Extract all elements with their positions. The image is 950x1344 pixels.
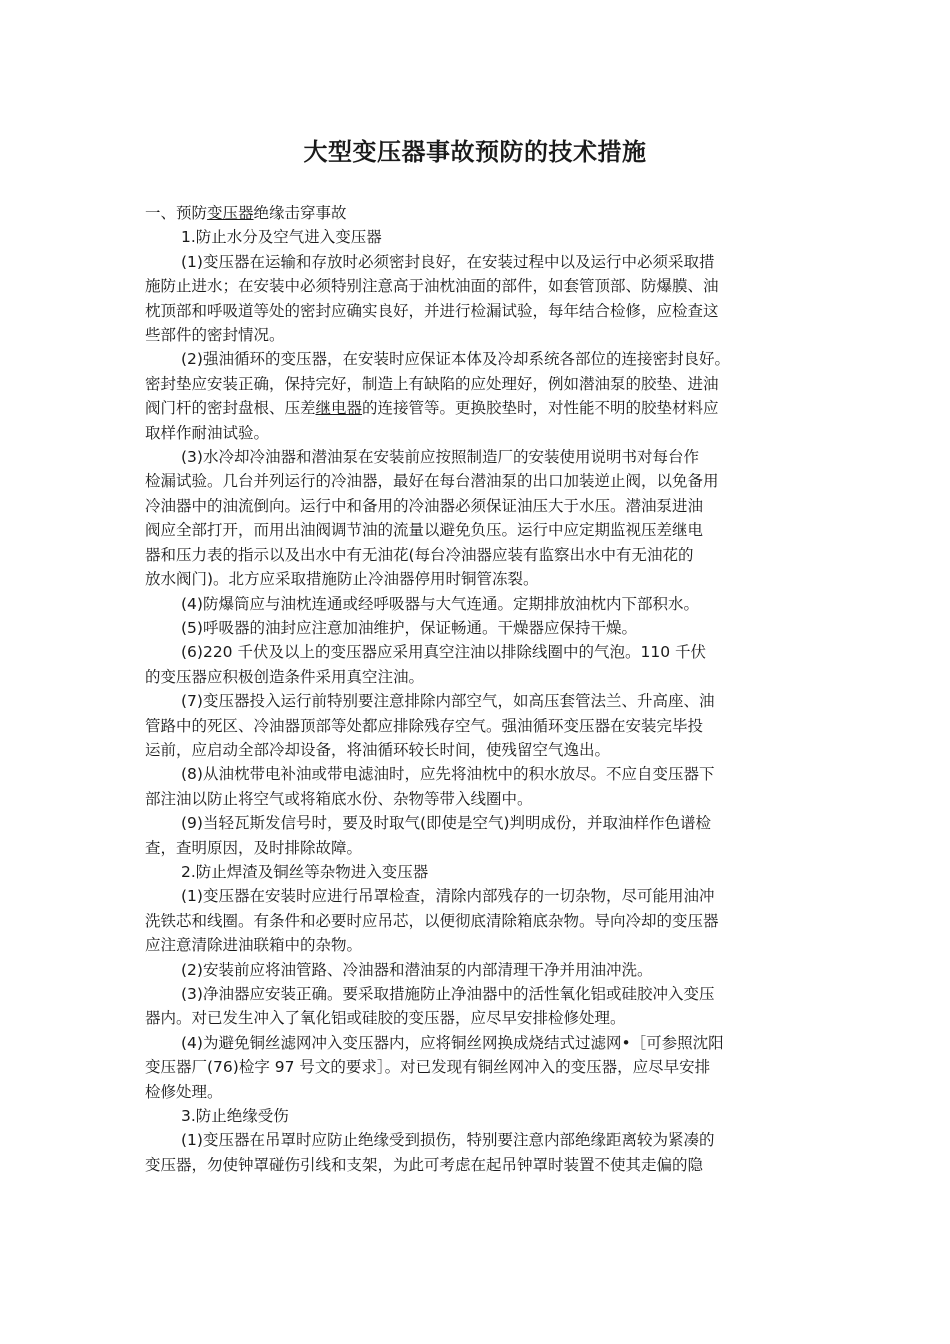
text-line: [145, 1006, 813, 1030]
text-segment: (1)变压器在安装时应进行吊罩检查，清除内部残存的一切杂物，尽可能用油冲: [181, 887, 715, 906]
text-segment: 施防止进水；在安装中必须特别注意高于油枕油面的部件，如套管顶部、防爆膜、油: [145, 277, 719, 296]
text-line: [145, 567, 813, 591]
text-line: [145, 469, 813, 493]
text-segment: 阀门杆的密封盘根、压差: [145, 399, 316, 418]
text-segment: 枕顶部和呼吸道等处的密封应确实良好，并进行检漏试验，每年结合检修，应检查这: [145, 301, 719, 320]
text-segment: 洗铁芯和线圈。有条件和必要时应吊芯，以便彻底清除箱底杂物。导向冷却的变压器: [145, 911, 719, 930]
text-segment: 的连接管等。更换胶垫时，对性能不明的胶垫材料应: [362, 399, 719, 418]
text-segment: 器和压力表的指示以及出水中有无油花(每台冷油器应装有监察出水中有无油花的: [145, 545, 694, 564]
text-line: [145, 225, 813, 249]
text-segment: (3)水冷却冷油器和潜油泵在安装前应按照制造厂的安装使用说明书对每台作: [181, 448, 699, 467]
text-line: [145, 445, 813, 469]
text-segment: 密封垫应安装正确，保持完好，制造上有缺陷的应处理好，例如潜油泵的胶垫、进油: [145, 374, 719, 393]
text-segment: (3)净油器应安装正确。要采取措施防止净油器中的活性氧化铝或硅胶冲入变压: [181, 985, 715, 1003]
text-segment: (5)呼吸器的油封应注意加油维护，保证畅通。干燥器应保持干燥。: [181, 618, 637, 637]
text-line: [145, 1080, 813, 1104]
text-segment: 器内。对已发生冲入了氧化铝或硅胶的变压器，应尽早安排检修处理。: [145, 1009, 626, 1028]
text-line: [145, 616, 813, 640]
text-line: [145, 396, 813, 420]
text-segment: 2.防止焊渣及铜丝等杂物进入变压器: [181, 862, 429, 881]
text-segment: 放水阀门)。北方应采取措施防止冷油器停用时铜管冻裂。: [145, 570, 539, 589]
text-line: [145, 689, 813, 713]
text-segment: (6)220 千伏及以上的变压器应采用真空注油以排除线圈中的气泡。110 千伏: [181, 643, 706, 662]
text-line: [145, 909, 813, 933]
text-segment: (2)强油循环的变压器，在安装时应保证本体及冷却系统各部位的连接密封良好。: [181, 350, 730, 369]
text-segment: 些部件的密封情况。: [145, 326, 285, 345]
text-line: [145, 738, 813, 762]
text-segment: 部注油以防止将空气或将箱底水份、杂物等带入线圈中。: [145, 789, 533, 808]
text-segment: (4)防爆筒应与油枕连通或经呼吸器与大气连通。定期排放油枕内下部积水。: [181, 594, 699, 613]
text-segment: 的变压器应积极创造条件采用真空注油。: [145, 667, 425, 686]
text-line: [145, 1153, 813, 1177]
text-segment: 应注意清除进油联箱中的杂物。: [145, 936, 363, 955]
text-line: [145, 665, 813, 689]
text-line: [145, 518, 813, 542]
text-line: [145, 1104, 813, 1128]
text-segment: (1)变压器在运输和存放时必须密封良好，在安装过程中以及运行中必须采取措: [181, 252, 715, 271]
text-line: [145, 958, 813, 982]
text-segment: 阀应全部打开，而用出油阀调节油的流量以避免负压。运行中应定期监视压差继电: [145, 521, 704, 540]
text-segment: (8)从油枕带电补油或带电滤油时，应先将油枕中的积水放尽。不应自变压器下: [181, 765, 715, 784]
text-segment: 检漏试验。几台并列运行的冷油器，最好在每台潜油泵的出口加装逆止阀，以免备用: [145, 472, 719, 491]
text-segment: 1.防止水分及空气进入变压器: [181, 228, 382, 247]
text-line: [145, 1128, 813, 1152]
text-line: [145, 592, 813, 616]
text-line: [145, 762, 813, 786]
text-line: [145, 201, 813, 225]
text-line: [145, 274, 813, 298]
text-line: [145, 933, 813, 957]
text-line: [145, 543, 813, 567]
text-line: [145, 884, 813, 908]
text-segment: (1)变压器在吊罩时应防止绝缘受到损伤，特别要注意内部绝缘距离较为紧凑的: [181, 1131, 715, 1150]
text-segment: (4)为避免铜丝滤网冲入变压器内，应将铜丝网换成烧结式过滤网•［可参照沈阳: [181, 1033, 724, 1052]
text-line: [145, 982, 813, 1006]
text-line: [145, 421, 813, 445]
text-segment: 查，查明原因，及时排除故障。: [145, 838, 363, 857]
text-line: [145, 640, 813, 664]
text-line: [145, 494, 813, 518]
text-segment: (7)变压器投入运行前特别要注意排除内部空气，如高压套管法兰、升高座、油: [181, 692, 715, 711]
text-line: [145, 787, 813, 811]
text-segment: 绝缘击穿事故: [253, 204, 347, 222]
text-line: [145, 250, 813, 274]
text-line: [145, 372, 813, 396]
document-body: [145, 201, 813, 1177]
text-line: [145, 1055, 813, 1079]
text-segment: 管路中的死区、冷油器顶部等处都应排除残存空气。强油循环变压器在安装完毕投: [145, 716, 704, 735]
text-segment: 运前，应启动全部冷却设备，将油循环较长时间，使残留空气逸出。: [145, 740, 611, 759]
text-line: [145, 1031, 813, 1055]
text-segment: 变压器，勿使钟罩碰伤引线和支架，为此可考虑在起吊钟罩时装置不使其走偏的隐: [145, 1155, 704, 1174]
document-title: 大型变压器事故预防的技术措施: [303, 138, 647, 166]
underlined-term: 继电器: [315, 399, 363, 418]
text-line: [145, 811, 813, 835]
text-segment: 取样作耐油试验。: [145, 423, 270, 442]
text-segment: (2)安装前应将油管路、冷油器和潜油泵的内部清理干净并用油冲洗。: [181, 960, 653, 979]
text-line: [145, 299, 813, 323]
text-segment: 变压器厂(76)检字 97 号文的要求］。对已发现有铜丝网冲入的变压器，应尽早安排: [145, 1058, 711, 1077]
text-line: [145, 836, 813, 860]
text-segment: (9)当轻瓦斯发信号时，要及时取气(即使是空气)判明成份，并取油样作色谱检: [181, 814, 712, 833]
text-segment: 检修处理。: [145, 1082, 223, 1101]
underlined-term: 变压器: [207, 204, 254, 222]
text-segment: 一、预防: [145, 204, 208, 222]
text-segment: 3.防止绝缘受伤: [181, 1107, 289, 1126]
text-line: [145, 347, 813, 371]
text-line: [145, 860, 813, 884]
text-line: [145, 323, 813, 347]
text-segment: 冷油器中的油流倒向。运行中和备用的冷油器必须保证油压大于水压。潜油泵进油: [145, 496, 704, 515]
text-line: [145, 714, 813, 738]
